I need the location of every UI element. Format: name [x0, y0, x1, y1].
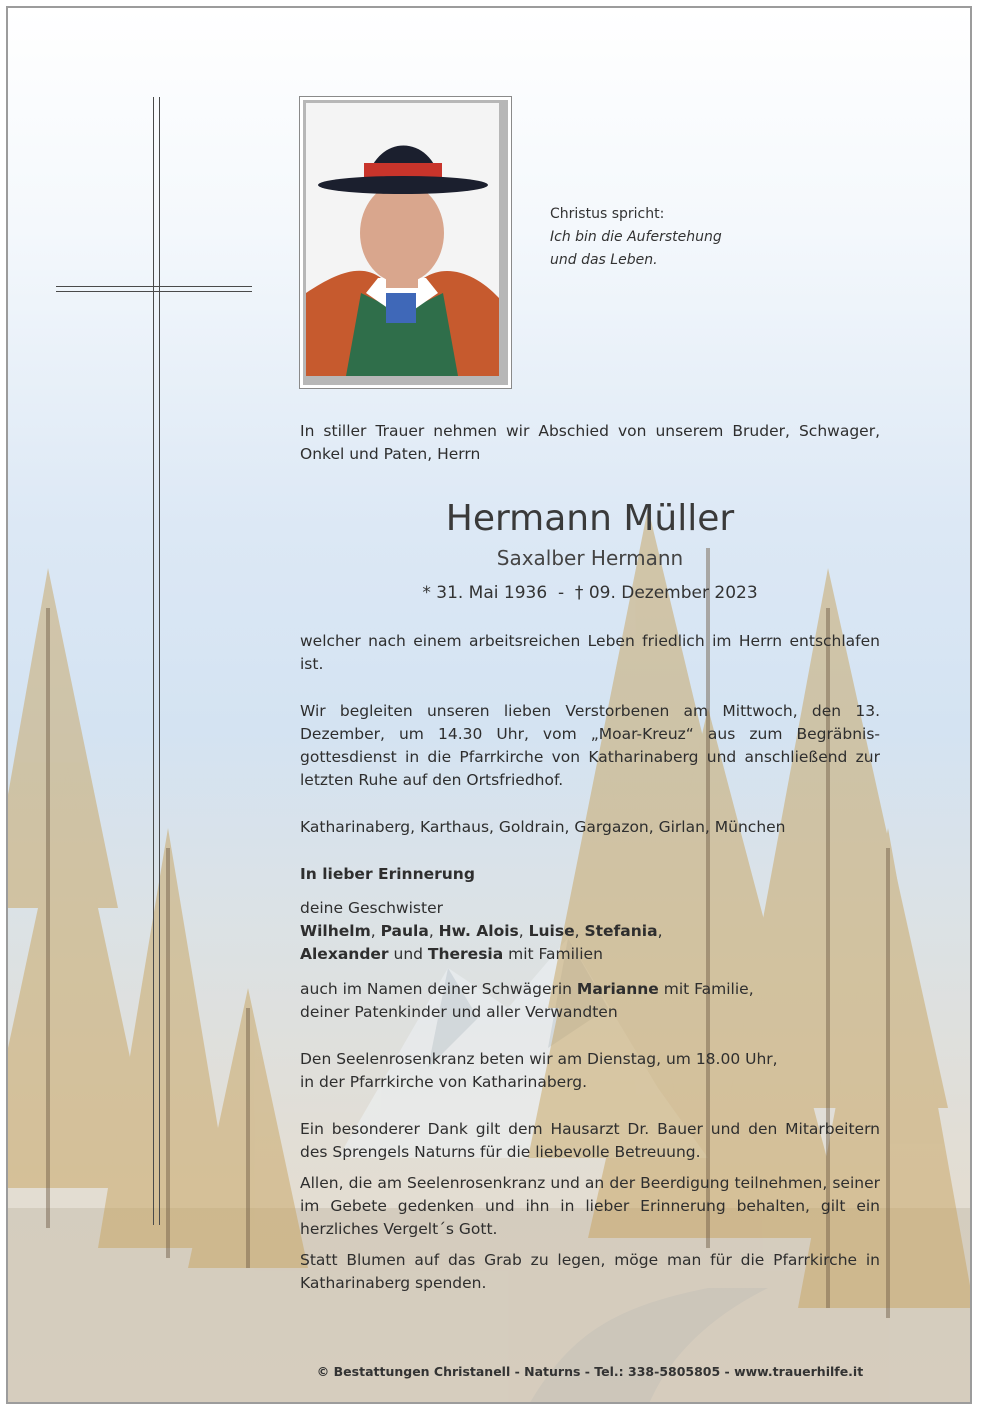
sibling-name: Theresia [427, 945, 504, 963]
family-names-line-1: Wilhelm, Paula, Hw. Alois, Luise, Stefania, [300, 922, 663, 940]
portrait-frame [299, 96, 512, 389]
life-dates: * 31. Mai 1936 - † 09. Dezember 2023 [422, 583, 758, 603]
family-block [300, 897, 880, 966]
paragraph-passing: welcher nach einem arbeitsreichen Leben friedlich im Herrn entschlafen ist. [300, 632, 880, 673]
quote-line-2: und das Leben. [550, 252, 658, 268]
family-suffix: mit Familien [503, 945, 603, 963]
deceased-name: Hermann Müller [445, 498, 735, 539]
intro-text: In stiller Trauer nehmen wir Abschied von unserem Bruder, Schwager, Onkel und Paten, Herrn [300, 422, 880, 463]
sibling-name: Paula [380, 922, 429, 940]
flowers-paragraph: Statt Blumen auf das Grab zu legen, möge man für die Pfarrkirche in Katharinaberg spenden. [300, 1251, 880, 1292]
conjunction: und [388, 945, 428, 963]
sibling-name: Alexander [300, 945, 389, 963]
deceased-nickname: Saxalber Hermann [496, 546, 684, 570]
inlaw-line-2: deiner Patenkinder und aller Verwandten [300, 1003, 618, 1021]
places-line: Katharinaberg, Karthaus, Goldrain, Gargazon, Girlan, München [300, 818, 786, 836]
inlaw-name: Marianne [576, 980, 659, 998]
sibling-name: Hw. Alois [438, 922, 519, 940]
sibling-name: Luise [528, 922, 575, 940]
portrait-photo [306, 103, 499, 376]
rosary-line-1: Den Seelenrosenkranz beten wir am Dienstag, um 18.00 Uhr, [300, 1050, 778, 1068]
paragraph-funeral: Wir begleiten unseren lieben Verstorbenen am Mittwoch, den 13. Dezember, um 14.30 Uhr, vom „Moar-Kreuz“ aus zum Begräbnis-gottesdienst in die Pfarrkirche von Katharinaberg und anschließend zur letzten Ruhe auf den Ortsfriedhof. [300, 702, 880, 789]
family-intro: deine Geschwister [300, 899, 443, 917]
family-names-line-2 [300, 943, 880, 966]
attendees-paragraph: Allen, die am Seelenrosenkranz und an der Beerdigung teilnehmen, seiner im Gebete gedenken und ihn in lieber Erinnerung behalten, gilt ein herzliches Vergelt´s Gott. [300, 1174, 880, 1238]
thanks-paragraph: Ein besonderer Dank gilt dem Hausarzt Dr. Bauer und den Mitarbeitern des Sprengels Naturns für die liebevolle Betreuung. [300, 1120, 880, 1161]
footer-credit: © Bestattungen Christanell - Naturns - Tel.: 338-5805805 - www.trauerhilfe.it [316, 1364, 864, 1379]
quote-line-1: Ich bin die Auferstehung [550, 229, 722, 245]
bible-quote [550, 203, 722, 272]
inlaw-prefix: auch im Namen deiner Schwägerin [300, 980, 577, 998]
quote-speaker: Christus spricht: [550, 206, 665, 222]
rosary-line-2: in der Pfarrkirche von Katharinaberg. [300, 1073, 588, 1091]
inlaw-suffix: mit Familie, [658, 980, 754, 998]
memory-heading: In lieber Erinnerung [300, 865, 475, 883]
sibling-name: Stefania [584, 922, 658, 940]
obituary-page [6, 6, 972, 1404]
inlaw-line-1 [300, 978, 880, 1001]
inlaw-block [300, 978, 880, 1024]
sibling-name: Wilhelm [300, 922, 371, 940]
rosary-block [300, 1048, 880, 1094]
